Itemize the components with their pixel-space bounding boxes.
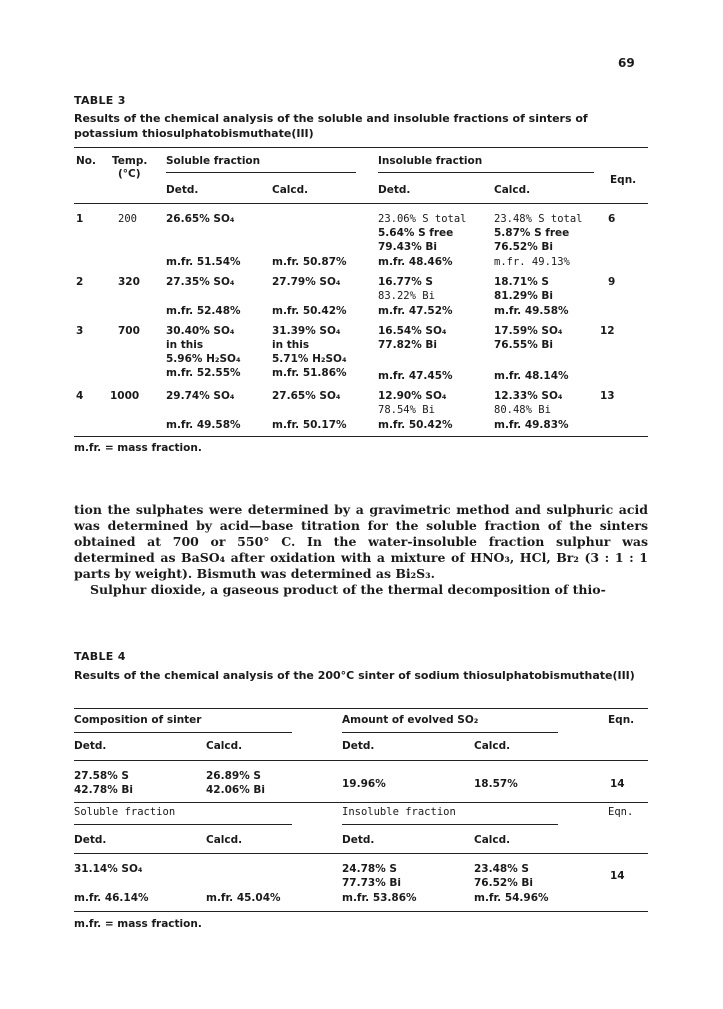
table4-top-eqn: 14: [610, 778, 625, 790]
table3-row2-ins-detd-2: 83.22% Bi: [378, 290, 435, 302]
table4-comp-detd-1: 27.58% S: [74, 770, 129, 782]
table4-mid-rule: [74, 802, 648, 803]
table4-col-evolved: Amount of evolved SO₂: [342, 714, 479, 726]
table4-col-comp-calcd: Calcd.: [206, 740, 243, 752]
table3-row4-no: 4: [76, 390, 84, 402]
table3-row4-ins-calcd-1: 12.33% SO₄: [494, 390, 563, 402]
table3-row1-ins-detd-3: 79.43% Bi: [378, 241, 437, 253]
table3-label: TABLE 3: [74, 94, 126, 107]
table4-comp-calcd-1: 26.89% S: [206, 770, 261, 782]
table4-caption: Results of the chemical analysis of the 200°C sinter of sodium thiosulphatobismuthate(III): [74, 669, 635, 682]
table3-row3-sol-detd-4: m.fr. 52.55%: [166, 367, 241, 379]
table3-row4-temp: 1000: [110, 390, 140, 402]
table3-row2-ins-detd-3: m.fr. 47.52%: [378, 305, 453, 317]
table3-row3-sol-calcd-1: 31.39% SO₄: [272, 325, 341, 337]
table3-row1-ins-calcd-4: m.fr. 49.13%: [494, 256, 570, 268]
table3-row3-ins-detd-2: 77.82% Bi: [378, 339, 437, 351]
table3-row2-sol-detd-1: 27.35% SO₄: [166, 276, 235, 288]
table3-caption: Results of the chemical analysis of the soluble and insoluble fractions of sinters of potassium thiosulphatobismuthate(III): [74, 112, 588, 140]
table3-soluble-rule: [166, 172, 356, 173]
table3-row3-sol-calcd-2: in this: [272, 339, 310, 351]
table3-row4-sol-calcd-3: m.fr. 50.17%: [272, 419, 347, 431]
table3-row1-ins-calcd-1: 23.48% S total: [494, 213, 583, 225]
table4-ins-detd-2: 77.73% Bi: [342, 877, 401, 889]
table3-row2-sol-detd-3: m.fr. 52.48%: [166, 305, 241, 317]
table3-row4-ins-calcd-3: m.fr. 49.83%: [494, 419, 569, 431]
table3-top-rule: [74, 147, 648, 148]
table3-row3-sol-calcd-3: 5.71% H₂SO₄: [272, 353, 347, 365]
table3-insoluble-rule: [378, 172, 594, 173]
table3-row2-temp: 320: [118, 276, 140, 288]
table3-row3-sol-calcd-4: m.fr. 51.86%: [272, 367, 347, 379]
table3-row1-ins-calcd-2: 5.87% S free: [494, 227, 570, 239]
table3-row2-no: 2: [76, 276, 84, 288]
table4-evolved-rule: [342, 732, 558, 733]
table4-bottom-rule: [74, 911, 648, 912]
table4-ins-calcd-1: 23.48% S: [474, 863, 529, 875]
table3-header-rule: [74, 203, 648, 204]
table3-row3-no: 3: [76, 325, 84, 337]
table3-row2-ins-detd-1: 16.77% S: [378, 276, 433, 288]
table3-row4-ins-calcd-2: 80.48% Bi: [494, 404, 551, 416]
table3-col-sol-calcd: Calcd.: [272, 184, 309, 196]
table3-row3-sol-detd-1: 30.40% SO₄: [166, 325, 235, 337]
table4-ins-calcd-2: 76.52% Bi: [474, 877, 533, 889]
table3-row2-eqn: 9: [608, 276, 616, 288]
table4-so2-calcd: 18.57%: [474, 778, 518, 790]
table4-header-rule-2: [74, 853, 648, 854]
table4-sol-calcd-3: m.fr. 45.04%: [206, 892, 281, 904]
table3-row4-ins-detd-3: m.fr. 50.42%: [378, 419, 453, 431]
table4-col-ins-calcd: Calcd.: [474, 834, 511, 846]
table3-row4-sol-detd-3: m.fr. 49.58%: [166, 419, 241, 431]
table4-footnote: m.fr. = mass fraction.: [74, 918, 202, 930]
table4-col-so2-detd: Detd.: [342, 740, 375, 752]
table4-col-so2-calcd: Calcd.: [474, 740, 511, 752]
table4-col-composition: Composition of sinter: [74, 714, 202, 726]
table3-row3-eqn: 12: [600, 325, 615, 337]
table4-col-sol-calcd: Calcd.: [206, 834, 243, 846]
table4-bottom-eqn: 14: [610, 870, 625, 882]
table4-ins-detd-3: m.fr. 53.86%: [342, 892, 417, 904]
table3-row1-temp: 200: [118, 213, 137, 225]
table3-col-insoluble: Insoluble fraction: [378, 155, 483, 167]
table3-col-sol-detd: Detd.: [166, 184, 199, 196]
table3-row1-eqn: 6: [608, 213, 616, 225]
table3-row3-ins-calcd-4: m.fr. 48.14%: [494, 370, 569, 382]
table3-row1-ins-detd-4: m.fr. 48.46%: [378, 256, 453, 268]
table4-col-sol-detd: Detd.: [74, 834, 107, 846]
page-number: 69: [618, 56, 635, 70]
table4-sol-detd-1: 31.14% SO₄: [74, 863, 143, 875]
table3-row4-ins-detd-2: 78.54% Bi: [378, 404, 435, 416]
table3-row1-ins-calcd-3: 76.52% Bi: [494, 241, 553, 253]
table4-col-eqn-2: Eqn.: [608, 806, 634, 818]
body-text: [74, 502, 648, 598]
table3-bottom-rule: [74, 436, 648, 437]
table3-row3-ins-calcd-2: 76.55% Bi: [494, 339, 553, 351]
table3-row2-ins-calcd-1: 18.71% S: [494, 276, 549, 288]
table4-col-insoluble: Insoluble fraction: [342, 806, 456, 818]
table3-row4-eqn: 13: [600, 390, 615, 402]
table3-row3-sol-detd-2: in this: [166, 339, 204, 351]
table4-comp-detd-2: 42.78% Bi: [74, 784, 133, 796]
table4-col-soluble: Soluble fraction: [74, 806, 176, 818]
body-paragraph-1: tion the sulphates were determined by a gravimetric method and sulphuric acid was determined by acid—base titration for the soluble fraction of the sinters obtained at 700 or 550° C. In the water-insoluble fraction sulphur was determined as BaSO₄ after oxidation with a mixture of HNO₃, HCl, Br₂ (3 : 1 : 1 parts by weight). Bismuth was determined as Bi₂S₃.: [74, 502, 648, 581]
table3-col-temp: Temp.: [112, 155, 148, 167]
table4-soluble-rule: [74, 824, 292, 825]
table3-row2-ins-calcd-2: 81.29% Bi: [494, 290, 553, 302]
table4-label: TABLE 4: [74, 650, 126, 663]
table3-row4-ins-detd-1: 12.90% SO₄: [378, 390, 447, 402]
table4-header-rule: [74, 760, 648, 761]
table3-footnote: m.fr. = mass fraction.: [74, 442, 202, 454]
table3-col-temp-unit: (°C): [118, 168, 141, 180]
table4-col-eqn: Eqn.: [608, 714, 635, 726]
table3-row3-sol-detd-3: 5.96% H₂SO₄: [166, 353, 241, 365]
table4-comp-calcd-2: 42.06% Bi: [206, 784, 265, 796]
table4-composition-rule: [74, 732, 292, 733]
table3-row1-sol-calcd-4: m.fr. 50.87%: [272, 256, 347, 268]
table3-row1-ins-detd-2: 5.64% S free: [378, 227, 454, 239]
table4-col-ins-detd: Detd.: [342, 834, 375, 846]
table4-ins-calcd-3: m.fr. 54.96%: [474, 892, 549, 904]
table3-row2-sol-calcd-1: 27.79% SO₄: [272, 276, 341, 288]
table4-ins-detd-1: 24.78% S: [342, 863, 397, 875]
table3-row3-ins-detd-4: m.fr. 47.45%: [378, 370, 453, 382]
table3-row3-temp: 700: [118, 325, 140, 337]
table3-row1-sol-detd-1: 26.65% SO₄: [166, 213, 235, 225]
table4-so2-detd: 19.96%: [342, 778, 386, 790]
table3-row4-sol-calcd-1: 27.65% SO₄: [272, 390, 341, 402]
table3-row1-sol-detd-4: m.fr. 51.54%: [166, 256, 241, 268]
table3-row1-ins-detd-1: 23.06% S total: [378, 213, 467, 225]
table3-col-ins-calcd: Calcd.: [494, 184, 531, 196]
table4-col-comp-detd: Detd.: [74, 740, 107, 752]
table3-col-eqn: Eqn.: [610, 174, 637, 186]
table3-row4-sol-detd-1: 29.74% SO₄: [166, 390, 235, 402]
table3-row2-sol-calcd-3: m.fr. 50.42%: [272, 305, 347, 317]
table3-col-no: No.: [76, 155, 96, 167]
table4-sol-detd-3: m.fr. 46.14%: [74, 892, 149, 904]
table3-row1-no: 1: [76, 213, 84, 225]
table3-col-ins-detd: Detd.: [378, 184, 411, 196]
table4-top-rule: [74, 708, 648, 709]
table3-row3-ins-detd-1: 16.54% SO₄: [378, 325, 447, 337]
table3-row2-ins-calcd-3: m.fr. 49.58%: [494, 305, 569, 317]
body-paragraph-2: Sulphur dioxide, a gaseous product of the thermal decomposition of thio-: [90, 582, 606, 597]
table3-col-soluble: Soluble fraction: [166, 155, 261, 167]
table3-row3-ins-calcd-1: 17.59% SO₄: [494, 325, 563, 337]
table4-insoluble-rule: [342, 824, 558, 825]
